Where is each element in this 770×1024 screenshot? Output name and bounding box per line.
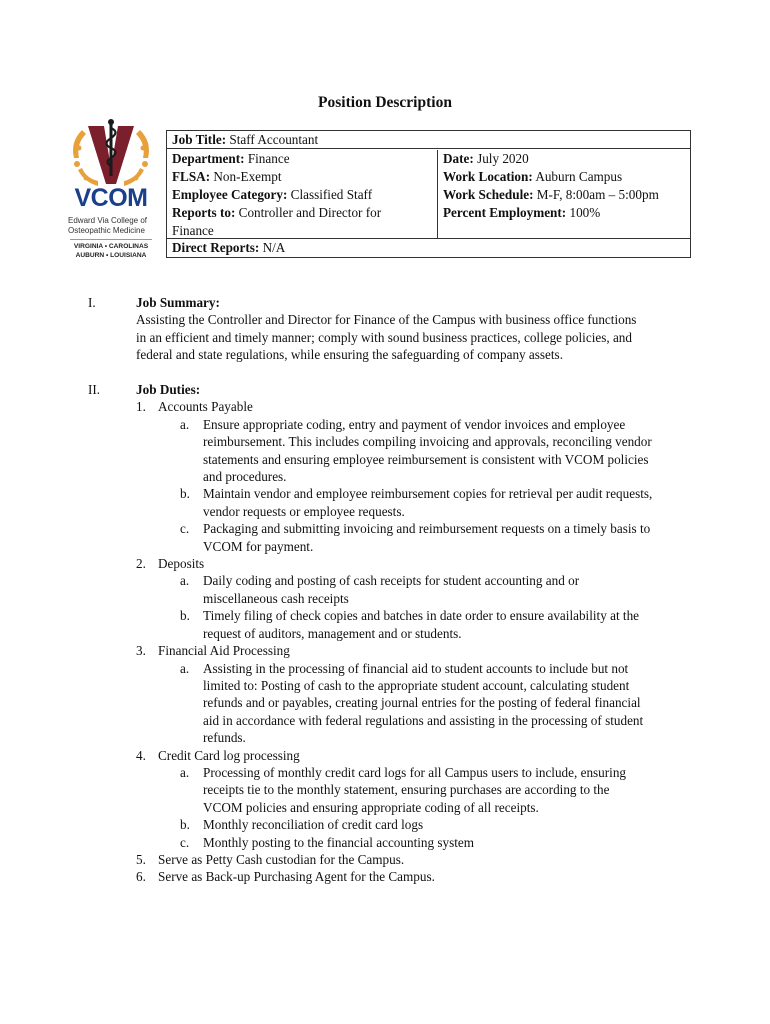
section-numeral: II.: [88, 382, 101, 397]
subitem-line: Daily coding and posting of cash receipts for student accounting and or: [203, 573, 580, 589]
summary-line: Assisting the Controller and Director for Finance of the Campus with business office functions: [136, 312, 637, 328]
subitem-line: Monthly reconciliation of credit card logs: [203, 817, 424, 833]
percent-employment-label: Percent Employment:: [443, 205, 567, 220]
subitem-line: request of auditors, management and or students.: [203, 625, 462, 641]
duty-subitem: [158, 572, 708, 607]
duty-subitem: [158, 520, 708, 555]
subitem-line: Processing of monthly credit card logs for all Campus users to include, ensuring: [203, 764, 627, 780]
work-schedule-label: Work Schedule:: [443, 187, 534, 202]
duty-item: [136, 398, 708, 555]
caduceus-emblem-icon: [64, 118, 158, 190]
duty-sublist: [158, 764, 708, 851]
subitem-line: Maintain vendor and employee reimbursement copies for retrieval per audit requests,: [203, 486, 653, 502]
direct-reports-label: Direct Reports:: [172, 240, 260, 255]
section-body: [136, 381, 708, 886]
subitem-letter: a.: [180, 416, 190, 432]
duty-item: [136, 642, 708, 746]
duty-label: Deposits: [158, 556, 205, 572]
section-heading: Job Duties:: [136, 382, 201, 397]
work-location-label: Work Location:: [443, 169, 533, 184]
info-left-column: [167, 150, 438, 238]
position-info-table: [166, 130, 691, 258]
reports-to-label: Reports to:: [172, 205, 236, 220]
subitem-letter: b.: [180, 486, 190, 502]
subitem-line: Timely filing of check copies and batches in date order to ensure availability at the: [203, 608, 640, 624]
date-row: [443, 150, 690, 168]
summary-line: federal and state regulations, while ensuring the safeguarding of company assets.: [136, 347, 563, 363]
section-heading: Job Summary:: [136, 295, 220, 310]
duty-sublist: [158, 660, 708, 747]
flsa-value: Non-Exempt: [210, 169, 282, 184]
duty-subitem: [158, 816, 708, 833]
duty-number: 6.: [136, 869, 146, 885]
duty-item: [136, 851, 708, 868]
page-title: Position Description: [318, 94, 452, 111]
duty-item: [136, 555, 708, 642]
duty-subitem: [158, 485, 708, 520]
logo-states-line-2: AUBURN • LOUISIANA: [75, 252, 147, 259]
duty-number: 5.: [136, 851, 146, 867]
section-numeral: I.: [88, 295, 96, 310]
reports-to-value: Controller and Director for: [235, 205, 382, 220]
duty-number: 1.: [136, 399, 146, 415]
duty-number: 4.: [136, 747, 146, 763]
date-label: Date:: [443, 151, 474, 166]
department-label: Department:: [172, 151, 245, 166]
percent-employment-row: [443, 204, 690, 222]
subitem-letter: b.: [180, 817, 190, 833]
work-location-row: [443, 168, 690, 186]
duty-subitem: [158, 416, 708, 486]
subitem-line: VCOM policies and ensuring appropriate coding of all receipts.: [203, 799, 539, 815]
logo-wordmark: VCOM: [74, 184, 148, 212]
section-body: [136, 294, 708, 364]
job-title-row: [167, 131, 690, 149]
subitem-line: Ensure appropriate coding, entry and payment of vendor invoices and employee: [203, 416, 626, 432]
duties-list: [136, 398, 708, 885]
logo-states: [64, 242, 158, 260]
work-location-value: Auburn Campus: [532, 169, 623, 184]
department-value: Finance: [244, 151, 290, 166]
duty-sublist: [158, 572, 708, 642]
work-schedule-value: M-F, 8:00am – 5:00pm: [533, 187, 659, 202]
logo-college-name: Edward Via College of Osteopathic Medicine: [68, 216, 148, 235]
department-row: [172, 150, 437, 168]
duty-subitem: [158, 660, 708, 747]
logo-states-line-1: VIRGINIA • CAROLINAS: [73, 243, 149, 250]
subitem-line: miscellaneous cash receipts: [203, 590, 349, 606]
duty-label: Serve as Petty Cash custodian for the Campus.: [158, 851, 405, 867]
subitem-line: Packaging and submitting invoicing and reimbursement requests on a timely basis to: [203, 521, 651, 537]
subitem-letter: a.: [180, 573, 190, 589]
duty-label: Financial Aid Processing: [158, 643, 290, 659]
duty-label: Serve as Back-up Purchasing Agent for the Campus.: [158, 869, 435, 885]
percent-employment-value: 100%: [566, 205, 601, 220]
subitem-letter: b.: [180, 608, 190, 624]
reports-to-continued: Finance: [172, 223, 214, 238]
subitem-line: limited to: Posting of cash to the appropriate student account, calculating student: [203, 677, 630, 693]
subitem-line: statements and ensuring employee reimbursement is consistent with VCOM policies: [203, 451, 649, 467]
date-value: July 2020: [473, 151, 529, 166]
employee-category-label: Employee Category:: [172, 187, 288, 202]
subitem-letter: a.: [180, 660, 190, 676]
duty-subitem: [158, 834, 708, 851]
subitem-line: and procedures.: [203, 469, 287, 485]
subitem-line: Monthly posting to the financial accounting system: [203, 834, 475, 850]
employee-category-value: Classified Staff: [287, 187, 373, 202]
summary-line: in an efficient and timely manner; comply with sound business practices, college policies, and: [136, 329, 632, 345]
subitem-letter: a.: [180, 764, 190, 780]
duty-label: Credit Card log processing: [158, 747, 300, 763]
duty-subitem: [158, 607, 708, 642]
direct-reports-value: N/A: [259, 240, 286, 255]
duty-number: 2.: [136, 556, 146, 572]
subitem-line: refunds.: [203, 730, 246, 746]
info-right-column: [438, 150, 690, 238]
subitem-line: aid in accordance with federal regulations and assisting in the processing of student: [203, 712, 644, 728]
job-title-label: Job Title:: [172, 132, 227, 147]
duty-item: [136, 747, 708, 851]
flsa-row: [172, 168, 437, 186]
subitem-line: receipts tie to the monthly statement, ensuring purchases are according to the: [203, 782, 610, 798]
reports-to-row: [172, 204, 437, 222]
employee-category-row: [172, 186, 437, 204]
subitem-line: refunds and or payables, creating journal entries for the posting of federal financial: [203, 695, 641, 711]
subitem-letter: c.: [180, 521, 190, 537]
subitem-line: Assisting in the processing of financial aid to student accounts to include but not: [203, 660, 629, 676]
job-title-value: Staff Accountant: [226, 132, 319, 147]
duty-item: [136, 868, 708, 885]
duty-sublist: [158, 416, 708, 555]
logo-divider: [70, 239, 152, 240]
vcom-logo: [64, 118, 158, 264]
direct-reports-row: [167, 238, 690, 258]
duty-label: Accounts Payable: [158, 399, 253, 415]
duty-subitem: [158, 764, 708, 816]
subitem-letter: c.: [180, 834, 190, 850]
work-schedule-row: [443, 186, 690, 204]
subitem-line: vendor requests or employee requests.: [203, 503, 405, 519]
flsa-label: FLSA:: [172, 169, 211, 184]
subitem-line: VCOM for payment.: [203, 538, 314, 554]
duty-number: 3.: [136, 643, 146, 659]
subitem-line: reimbursement. This includes compiling invoicing and approvals, reconciling vendor: [203, 434, 652, 450]
